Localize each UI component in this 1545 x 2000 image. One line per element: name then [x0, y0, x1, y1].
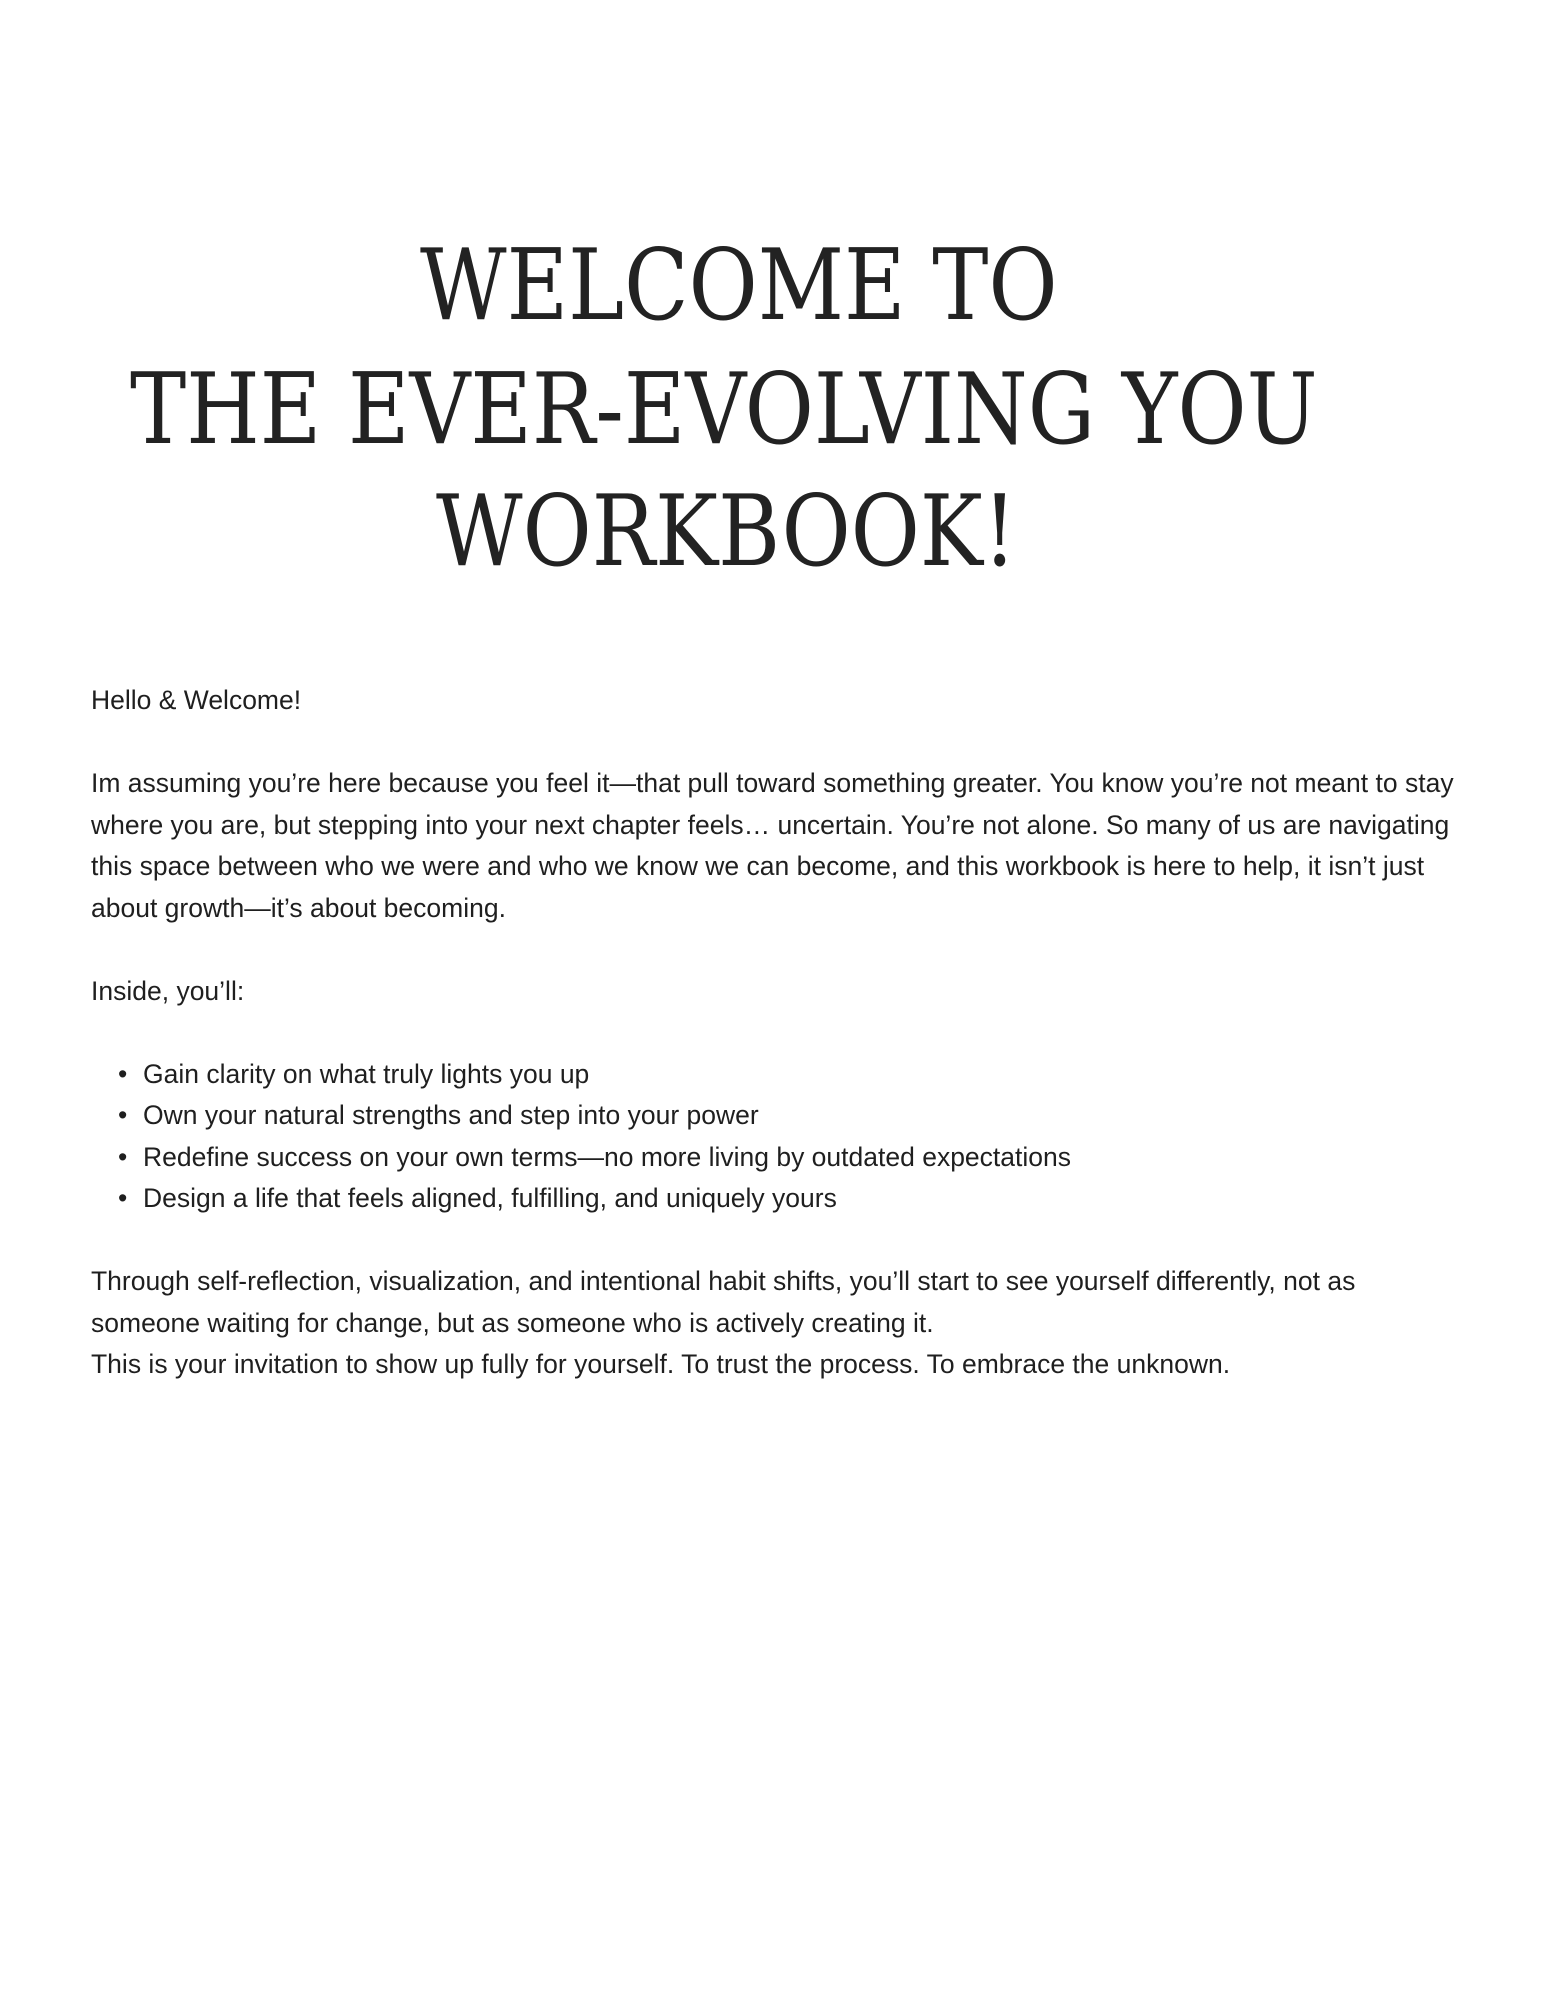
body-content — [91, 680, 1461, 1386]
bullet-icon: • — [118, 1058, 128, 1089]
benefits-list — [91, 1054, 1461, 1220]
list-item-text: Design a life that feels aligned, fulfilling, and uniquely yours — [143, 1183, 837, 1213]
title-line-2: THE EVER-EVOLVING YOU — [130, 353, 1318, 467]
closing-paragraph-2: This is your invitation to show up fully for yourself. To trust the process. To embrace the unknown. — [91, 1349, 1231, 1379]
title-line-3: WORKBOOK! — [436, 475, 1017, 589]
list-item — [118, 1178, 1461, 1220]
closing-paragraph-1: Through self-reflection, visualization, and intentional habit shifts, you’ll start to see yourself differently, not as someone waiting for change, but as someone who is actively creating it. — [91, 1266, 1356, 1338]
bullet-icon: • — [118, 1183, 128, 1213]
list-item — [118, 1137, 1461, 1179]
list-item — [118, 1054, 1461, 1096]
intro-paragraph: Im assuming you’re here because you feel it—that pull toward something greater. You know you’re not meant to stay where you are, but stepping into your next chapter feels… uncertain. You’re not alone. So many of us are navigating this space between who we were and who we know we can become, and this workbook is here to help, it isn’t just about growth—it’s about becoming. — [91, 768, 1454, 923]
list-item-text: Gain clarity on what truly lights you up — [143, 1058, 590, 1089]
greeting-text: Hello & Welcome! — [91, 685, 302, 715]
list-item-text: Own your natural strengths and step into your power — [143, 1100, 759, 1130]
list-item — [118, 1095, 1461, 1137]
inside-label: Inside, you’ll: — [91, 975, 245, 1006]
list-item-text: Redefine success on your own terms—no more living by outdated expectations — [143, 1141, 1071, 1172]
title-line-1: WELCOME TO — [420, 229, 1058, 343]
bullet-icon: • — [118, 1100, 128, 1130]
bullet-icon: • — [118, 1141, 128, 1172]
